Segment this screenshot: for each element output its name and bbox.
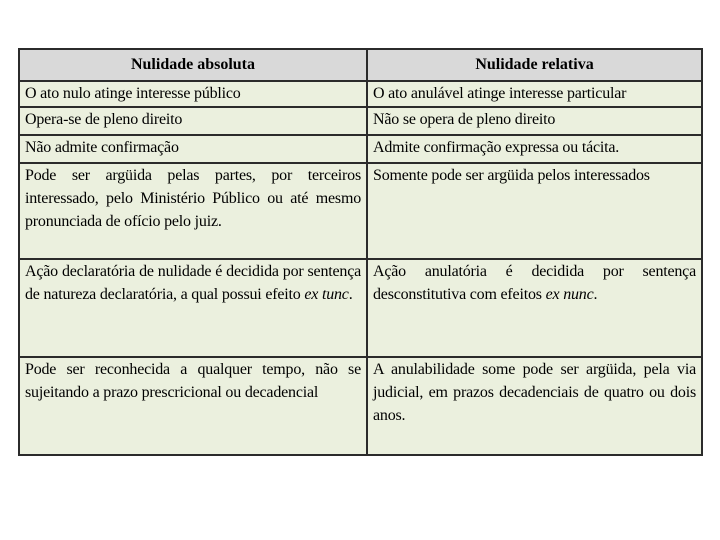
- cell-absoluta: Pode ser reconhecida a qualquer tempo, não se sujeitando a prazo prescricional ou decadencial: [19, 357, 367, 455]
- table-row: [19, 135, 702, 163]
- cell-relativa: [367, 259, 702, 357]
- cell-relativa: Admite confirmação expressa ou tácita.: [367, 135, 702, 163]
- latin-term-ex-tunc: ex tunc: [304, 286, 349, 303]
- header-nulidade-absoluta: Nulidade absoluta: [19, 49, 367, 81]
- latin-term-ex-nunc: ex nunc: [545, 286, 594, 303]
- cell-absoluta: Opera-se de pleno direito: [19, 107, 367, 135]
- cell-absoluta: Pode ser argüida pelas partes, por terceiros interessado, pelo Ministério Público ou até mesmo pronunciada de ofício pelo juiz.: [19, 163, 367, 259]
- cell-text: Ação anulatória é decidida por sentença desconstitutiva com efeitos: [373, 263, 696, 303]
- cell-relativa: O ato anulável atinge interesse particular: [367, 81, 702, 107]
- table-row: [19, 357, 702, 455]
- cell-relativa: Não se opera de pleno direito: [367, 107, 702, 135]
- nulidade-comparison-table: [18, 48, 703, 456]
- cell-relativa: Somente pode ser argüida pelos interessados: [367, 163, 702, 259]
- cell-relativa: A anulabilidade some pode ser argüida, pela via judicial, em prazos decadenciais de quatro ou dois anos.: [367, 357, 702, 455]
- table-row: [19, 81, 702, 107]
- table-header-row: [19, 49, 702, 81]
- cell-absoluta: [19, 259, 367, 357]
- comparison-table-container: [18, 48, 701, 456]
- cell-text: Ação declaratória de nulidade é decidida por sentença de natureza declaratória, a qual possui efeito: [25, 263, 361, 303]
- cell-text-end: .: [593, 286, 598, 303]
- table-row: [19, 259, 702, 357]
- header-nulidade-relativa: Nulidade relativa: [367, 49, 702, 81]
- cell-text-end: .: [348, 286, 353, 303]
- cell-absoluta: O ato nulo atinge interesse público: [19, 81, 367, 107]
- table-row: [19, 107, 702, 135]
- table-row: [19, 163, 702, 259]
- cell-absoluta: Não admite confirmação: [19, 135, 367, 163]
